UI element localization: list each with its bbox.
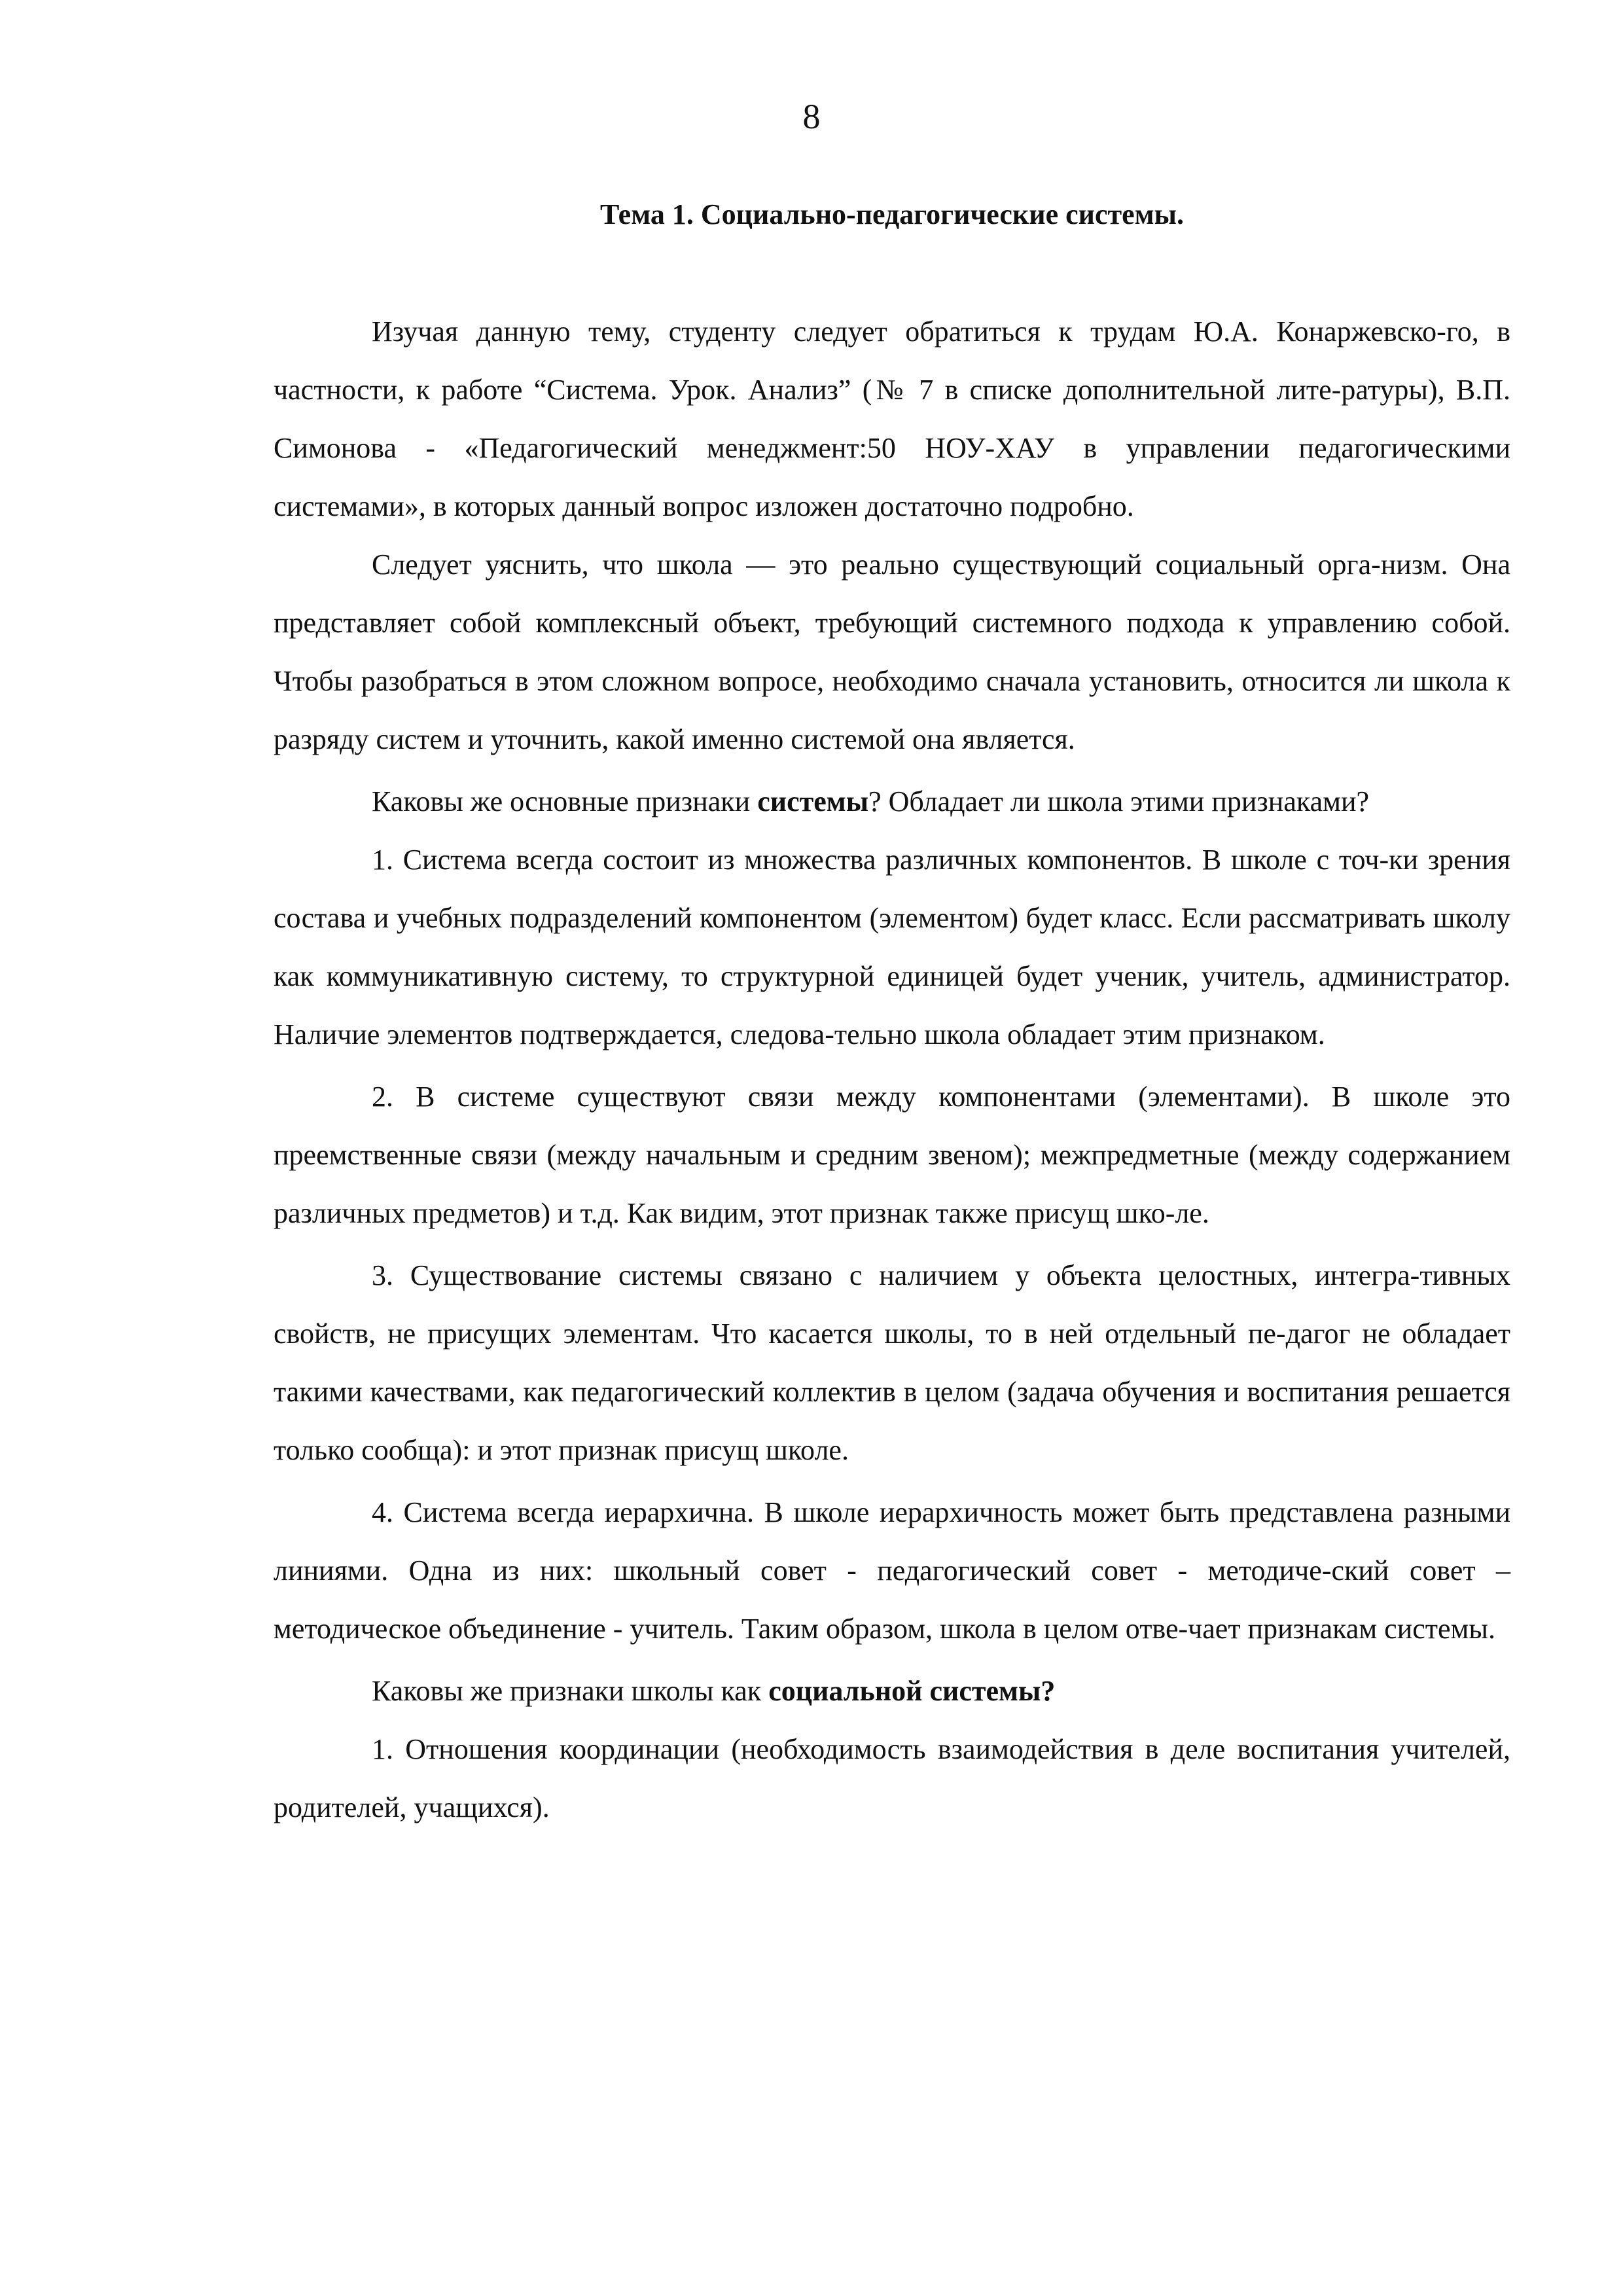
paragraph-intro: Изучая данную тему, студенту следует обратиться к трудам Ю.А. Конаржевско-го, в частности, к работе “Система. Урок. Анализ” (№ 7 в списке дополнительной лите-ратуры), В.П. Симонова - «Педагогический менеджмент:50 НОУ-ХАУ в управлении педагогическими системами», в которых данный вопрос изложен достаточно подробно. (274, 315, 1510, 522)
paragraph-sign-4: 4. Система всегда иерархична. В школе иерархичность может быть представлена разными линиями. Одна из них: школьный совет - педагогический совет - методиче-ский совет – методическое объединение - учитель. Таким образом, школа в целом отве-чает признакам системы. (274, 1496, 1510, 1645)
social-question-term: социальной системы? (768, 1675, 1056, 1707)
social-question-start: Каковы же признаки школы как (372, 1675, 769, 1707)
document-body (274, 302, 1510, 1837)
paragraph-sign-3: 3. Существование системы связано с наличием у объекта целостных, интегра-тивных свойств, не присущих элементам. Что касается школы, то в ней отдельный пе-дагог не обладает такими качествами, как педагогический коллектив в целом (задача обучения и воспитания решается только сообща): и этот признак присущ школе. (274, 1259, 1510, 1466)
system-question-start: Каковы же основные признаки (372, 785, 758, 817)
paragraph-sign-1: 1. Система всегда состоит из множества различных компонентов. В школе с точ-ки зрения состава и учебных подразделений компонентом (элементом) будет класс. Если рассматривать школу как коммуникативную систему, то структурной единицей будет ученик, учитель, администратор. Наличие элементов подтверждается, следова-тельно школа обладает этим признаком. (274, 844, 1510, 1050)
paragraph-social-sign-1: 1. Отношения координации (необходимость взаимодействия в деле воспитания учителей, родителей, учащихся). (274, 1733, 1510, 1823)
page-number: 8 (802, 97, 821, 136)
topic-heading: Тема 1. Социально-педагогические системы. (600, 198, 1184, 230)
system-question-end: ? Обладает ли школа этими признаками? (868, 785, 1370, 817)
system-question-term: системы (757, 785, 869, 817)
paragraph-school-organism: Следует уяснить, что школа — это реально существующий социальный орга-низм. Она представляет собой комплексный объект, требующий системного подхода к управлению собой. Чтобы разобраться в этом сложном вопросе, необходимо сначала установить, относится ли школа к разряду систем и уточнить, какой именно системой она является. (274, 548, 1510, 755)
paragraph-social-question (274, 1662, 1510, 1720)
paragraph-system-question (274, 772, 1510, 831)
paragraph-sign-2: 2. В системе существуют связи между компонентами (элементами). В школе это преемственные связи (между начальным и средним звеном); межпредметные (между содержанием различных предметов) и т.д. Как видим, этот признак также присущ шко-ле. (274, 1081, 1510, 1229)
